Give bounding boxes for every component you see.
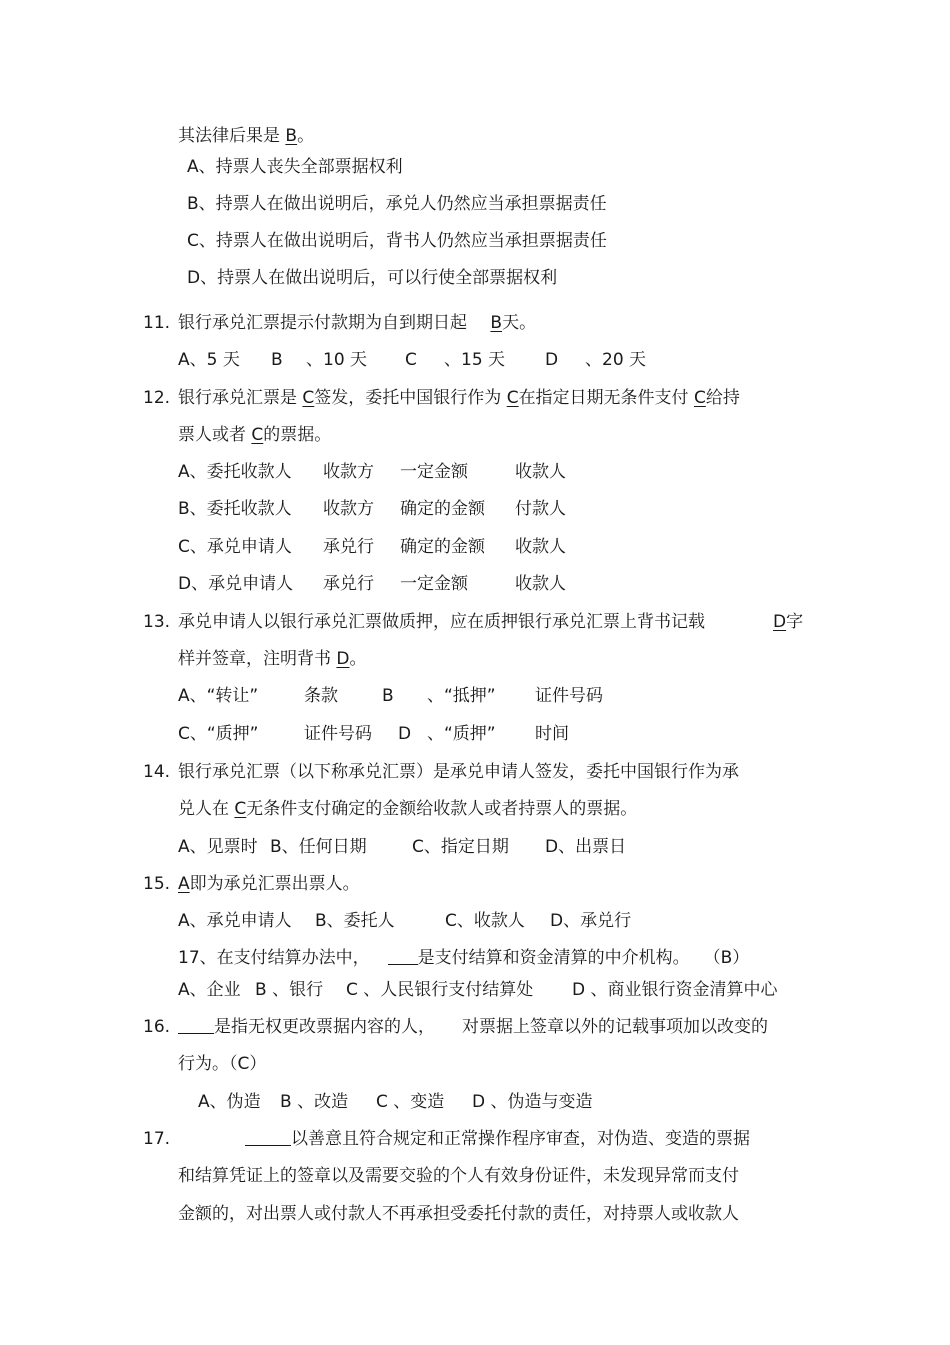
q15-option-d: D、承兑行 [550,911,632,931]
q14-option-d: D、出票日 [545,837,627,857]
q13-option-d-letter: D [398,724,412,744]
q13-option-c: C、“质押” [178,724,259,744]
q13-question-line2: 样并签章，注明背书 D。 [178,649,367,669]
q12-row-b-col1: B、委托收款人 [178,499,292,519]
q16-question-line1-tail: 对票据上签章以外的记载事项加以改变的 [462,1017,768,1037]
q13-option-a: A、“转让” [178,686,259,706]
q12-row-d-col4: 收款人 [515,574,566,594]
q11-option-d-text: 、20 天 [585,350,647,370]
q13-option-d: 、“质押” [427,724,496,744]
q16-option-b: B 、改造 [280,1092,349,1112]
q16-option-a: A、伪造 [198,1092,261,1112]
q12-row-d-col1: D、承兑申请人 [178,574,294,594]
q11-option-c-text: 、15 天 [444,350,506,370]
q13-number: 13. [143,612,171,632]
q17b-question-line3: 金额的，对出票人或付款人不再承担受委托付款的责任，对持票人或收款人 [178,1204,739,1224]
q11-question: 银行承兑汇票提示付款期为自到期日起 B天。 [178,313,537,333]
q11-number: 11. [143,313,171,333]
q12-answer-1: C [302,388,315,408]
q12-row-b-col2: 收款方 [323,499,374,519]
q14-option-b: B、任何日期 [270,837,367,857]
q12-row-a-col1: A、委托收款人 [178,462,292,482]
q12-row-d-col3: 一定金额 [400,574,468,594]
q17b-question-line2: 和结算凭证上的签章以及需要交验的个人有效身份证件，未发现异常而支付 [178,1166,739,1186]
q12-answer-2: C [506,388,519,408]
q13-answer-1: D [773,612,787,632]
q11-option-b-letter: B [271,350,283,370]
q12-row-d-col2: 承兑行 [323,574,374,594]
q11-option-a: A、5 天 [178,350,240,370]
q15-answer: A [178,874,190,894]
q17a-question: 17、在支付结算办法中， 是支付结算和资金清算的中介机构。 （B） [178,948,750,968]
q17a-option-a: A、企业 [178,980,241,1000]
q12-row-c-col3: 确定的金额 [400,537,485,557]
q10-option-d: D、持票人在做出说明后，可以行使全部票据权利 [187,268,558,288]
q17b-blank [245,1129,291,1146]
q14-option-a: A、见票时 [178,837,258,857]
q16-question-line1: 是指无权更改票据内容的人， [178,1016,435,1038]
q10-tail: 其法律后果是 B。 [178,126,315,146]
q12-row-a-col2: 收款方 [323,462,374,482]
q16-question-line2: 行为。（C） [178,1054,267,1074]
q13-option-c-extra: 证件号码 [304,724,372,744]
q17a-option-d: D 、商业银行资金清算中心 [572,980,778,1000]
q13-question-line1: 承兑申请人以银行承兑汇票做质押，应在质押银行承兑汇票上背书记载 [178,612,705,632]
q15-question: A即为承兑汇票出票人。 [178,874,360,894]
q12-answer-4: C [251,425,264,445]
q17a-option-b: B 、银行 [255,980,324,1000]
q10-option-a: A、持票人丧失全部票据权利 [187,157,403,177]
q13-answer-2: D [336,649,350,669]
q13-option-b-letter: B [382,686,394,706]
q16-option-c: C 、变造 [376,1092,445,1112]
q14-option-c: C、指定日期 [412,837,509,857]
q15-option-a: A、承兑申请人 [178,911,292,931]
q12-number: 12. [143,388,171,408]
q13-option-b-extra: 证件号码 [535,686,603,706]
q11-option-d-letter: D [545,350,559,370]
q10-option-b: B、持票人在做出说明后，承兑人仍然应当承担票据责任 [187,194,607,214]
q11-option-c-letter: C [405,350,417,370]
q14-question-line2: 兑人在 C无条件支付确定的金额给收款人或者持票人的票据。 [178,799,638,819]
q14-number: 14. [143,762,171,782]
q13-option-b: 、“抵押” [427,686,496,706]
q14-question-line1: 银行承兑汇票（以下称承兑汇票）是承兑申请人签发，委托中国银行作为承 [178,762,739,782]
q15-option-c: C、收款人 [445,911,525,931]
q11-answer: B [490,313,503,333]
q12-row-a-col3: 一定金额 [400,462,468,482]
q12-row-b-col3: 确定的金额 [400,499,485,519]
q12-row-a-col4: 收款人 [515,462,566,482]
q16-option-d: D 、伪造与变造 [472,1092,593,1112]
q17b-question-line1: 以善意且符合规定和正常操作程序审查，对伪造、变造的票据 [245,1128,750,1150]
q16-blank [178,1017,214,1034]
q13-option-d-extra: 时间 [535,724,569,744]
q12-row-c-col4: 收款人 [515,537,566,557]
q12-answer-3: C [693,388,706,408]
q15-number: 15. [143,874,171,894]
q17a-blank [388,948,418,965]
q12-question-line1: 银行承兑汇票是 C签发，委托中国银行作为 C在指定日期无条件支付 C给持 [178,388,740,408]
q12-row-b-col4: 付款人 [515,499,566,519]
q17a-option-c: C 、人民银行支付结算处 [346,980,534,1000]
q12-row-c-col1: C、承兑申请人 [178,537,292,557]
q12-row-c-col2: 承兑行 [323,537,374,557]
q13-option-a-extra: 条款 [304,686,338,706]
q17a-answer: （B） [703,948,750,968]
q16-number: 16. [143,1017,171,1037]
q14-answer: C [234,799,247,819]
q10-option-c: C、持票人在做出说明后，背书人仍然应当承担票据责任 [187,231,607,251]
q12-question-line2: 票人或者 C的票据。 [178,425,332,445]
q15-option-b: B、委托人 [315,911,395,931]
q17b-number: 17. [143,1129,171,1149]
q11-option-b-text: 、10 天 [306,350,368,370]
q10-answer: B [285,126,298,146]
q13-line1-end: D字 [773,612,804,632]
